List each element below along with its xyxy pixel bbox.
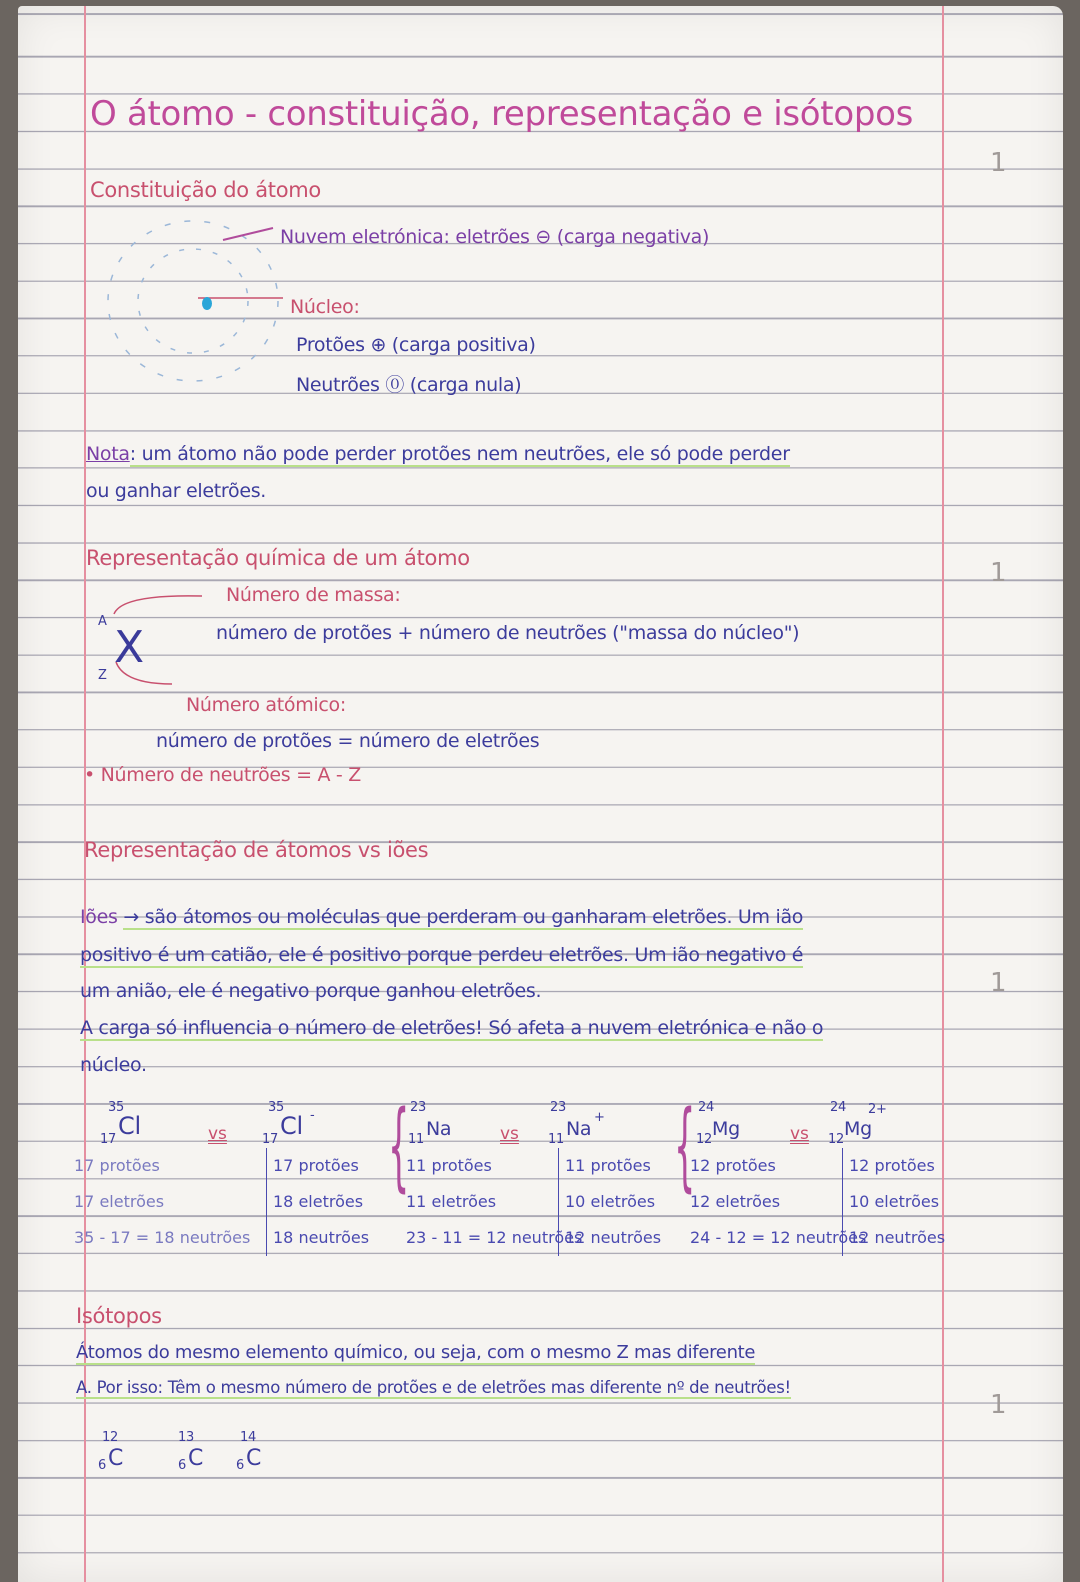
mass-number-label: Número de massa: [226, 584, 401, 606]
element-symbol: Mg [712, 1118, 740, 1140]
nucleus-label: Núcleo: [290, 296, 360, 318]
isotopes-text: A. Por isso: Têm o mesmo número de protões e de eletrões mas diferente nº de neutrões! [76, 1378, 791, 1397]
ion-column: 12 protões 10 eletrões 12 neutrões [842, 1148, 945, 1256]
atomic-number: 6 [98, 1458, 106, 1473]
atomic-number: 11 [548, 1132, 564, 1147]
mass-number: 35 [108, 1100, 124, 1115]
ion-column: 11 protões 11 eletrões 23 - 11 = 12 neutrões [406, 1156, 583, 1247]
atomic-number: 6 [178, 1458, 186, 1473]
page-mark: 1 [990, 558, 1007, 588]
ions-text: núcleo. [80, 1054, 147, 1076]
mass-number: 14 [240, 1430, 256, 1445]
note-text-2: ou ganhar eletrões. [86, 480, 267, 502]
section-heading-isotopes: Isótopos [76, 1304, 162, 1328]
atomic-number: 6 [236, 1458, 244, 1473]
element-symbol: X [114, 622, 144, 673]
mass-number: 13 [178, 1430, 194, 1445]
ions-label: Iões [80, 906, 118, 928]
section-heading-representation: Representação química de um átomo [86, 546, 470, 570]
mass-number-definition: número de protões + número de neutrões ("massa do núcleo") [216, 622, 800, 644]
atomic-number: 11 [408, 1132, 424, 1147]
element-symbol: Cl [118, 1112, 141, 1140]
page-mark: 1 [990, 148, 1007, 178]
section-heading-ions: Representação de átomos vs iões [84, 838, 429, 862]
neutrons-line: Neutrões ⓪ (carga nula) [296, 374, 522, 396]
vs-label: vs [790, 1124, 809, 1144]
isotopes-text: Átomos do mesmo elemento químico, ou seja, com o mesmo Z mas diferente [76, 1342, 756, 1363]
ion-column: 12 protões 12 eletrões 24 - 12 = 12 neutrões [690, 1156, 867, 1247]
element-symbol: C [246, 1446, 262, 1471]
atomic-number-label: Número atómico: [186, 694, 346, 716]
element-symbol: C [108, 1446, 124, 1471]
ions-text: um anião, ele é negativo porque ganhou eletrões. [80, 980, 542, 1002]
vs-label: vs [208, 1124, 227, 1144]
nucleus-dot [202, 297, 212, 310]
note-label: Nota [86, 443, 130, 465]
ion-charge: + [594, 1110, 605, 1125]
ions-text: positivo é um catião, ele é positivo porque perdeu eletrões. Um ião negativo é [80, 944, 804, 966]
page-title: O átomo - constituição, representação e isótopos [90, 94, 914, 134]
cloud-label: Nuvem eletrónica: eletrões ⊖ (carga negativa) [280, 226, 710, 248]
atomic-symbol: Z [98, 668, 107, 683]
ions-text: A carga só influencia o número de eletrões! Só afeta a nuvem eletrónica e não o [80, 1017, 824, 1039]
mass-number: 23 [550, 1100, 566, 1115]
right-margin-line [942, 6, 944, 1582]
note-text: : um átomo não pode perder protões nem neutrões, ele só pode perder [129, 443, 790, 465]
ion-column: 17 protões 18 eletrões 18 neutrões [266, 1148, 369, 1256]
mass-number: 35 [268, 1100, 284, 1115]
section-heading-constitution: Constituição do átomo [90, 178, 321, 202]
ion-charge: 2+ [868, 1102, 887, 1117]
vs-label: vs [500, 1124, 519, 1144]
page-mark: 1 [990, 968, 1007, 998]
element-symbol: Na [426, 1118, 452, 1140]
element-symbol: Mg [844, 1118, 872, 1140]
mass-number: 24 [698, 1100, 714, 1115]
mass-number: 12 [102, 1430, 118, 1445]
protons-line: Protões ⊕ (carga positiva) [296, 334, 536, 356]
mass-number: 23 [410, 1100, 426, 1115]
atomic-number: 12 [828, 1132, 844, 1147]
mass-symbol: A [98, 614, 107, 629]
notebook-page: 1 1 1 1 O átomo - constituição, representação e isótopos Constituição do átomo Nuvem eletrónica: eletrões ⊖ (carga negativa) Núcleo: Protões ⊕ (carga positiva) Neutrões ⓪ (carga nula) Nota: um átomo não pode perder protões nem neutrões, ele só pode perder ou ganhar eletrões. Representação química de um átomo A X Z Número de massa: número de protões + número de neutrões ("massa do núcleo") Número atómico: número de protões = número de eletrões • Número de neutrões = A - Z Representação de átomos vs iões Iões → são átomos ou moléculas que perderam ou ganharam eletrões. Um ião positivo é um catião, ele é positivo porque perdeu eletrões. Um ião negativo é um anião, ele é negativo porque ganhou eletrões. A carga só influencia o número de eletrões! Só afeta a nuvem eletrónica e não o núcleo. 35 17 Cl vs 35 17 Cl - { 23 11 Na vs 23 11 Na + { 24 12 Mg vs 24 12 Mg 2+ 17 protões 17 eletrões 35 - 17 = 18 neutrões 17 protões 18 eletrões 18 neutrões 11 protões 11 eletrões 23 - 11 = 12 neutrões 11 protões 10 eletrões 12 neutrões 12 protões 12 eletrões 24 - 12 = 12 neutrões 12 protões 10 eletrões 12 neutrões Isótopos Átomos do mesmo elemento químico, ou seja, com o mesmo Z mas diferente A. Por isso: Têm o mesmo número de protões e de eletrões mas diferente nº de neutrões! 12 6 C 13 6 C 14 6 C [18, 6, 1063, 1582]
ions-text: → são átomos ou moléculas que perderam ou ganharam eletrões. Um ião [123, 906, 804, 928]
atomic-number: 12 [696, 1132, 712, 1147]
atomic-number: 17 [262, 1132, 278, 1147]
ion-column: 17 protões 17 eletrões 35 - 17 = 18 neutrões [74, 1156, 251, 1247]
page-mark: 1 [990, 1390, 1007, 1420]
ion-charge: - [310, 1108, 315, 1123]
atomic-number-definition: número de protões = número de eletrões [156, 730, 540, 752]
ion-column: 11 protões 10 eletrões 12 neutrões [558, 1148, 661, 1256]
atom-diagram [98, 206, 298, 391]
element-symbol: C [188, 1446, 204, 1471]
element-symbol: Na [566, 1118, 592, 1140]
neutrons-formula: • Número de neutrões = A - Z [84, 764, 361, 786]
mass-number: 24 [830, 1100, 846, 1115]
element-symbol: Cl [280, 1112, 303, 1140]
atomic-number: 17 [100, 1132, 116, 1147]
